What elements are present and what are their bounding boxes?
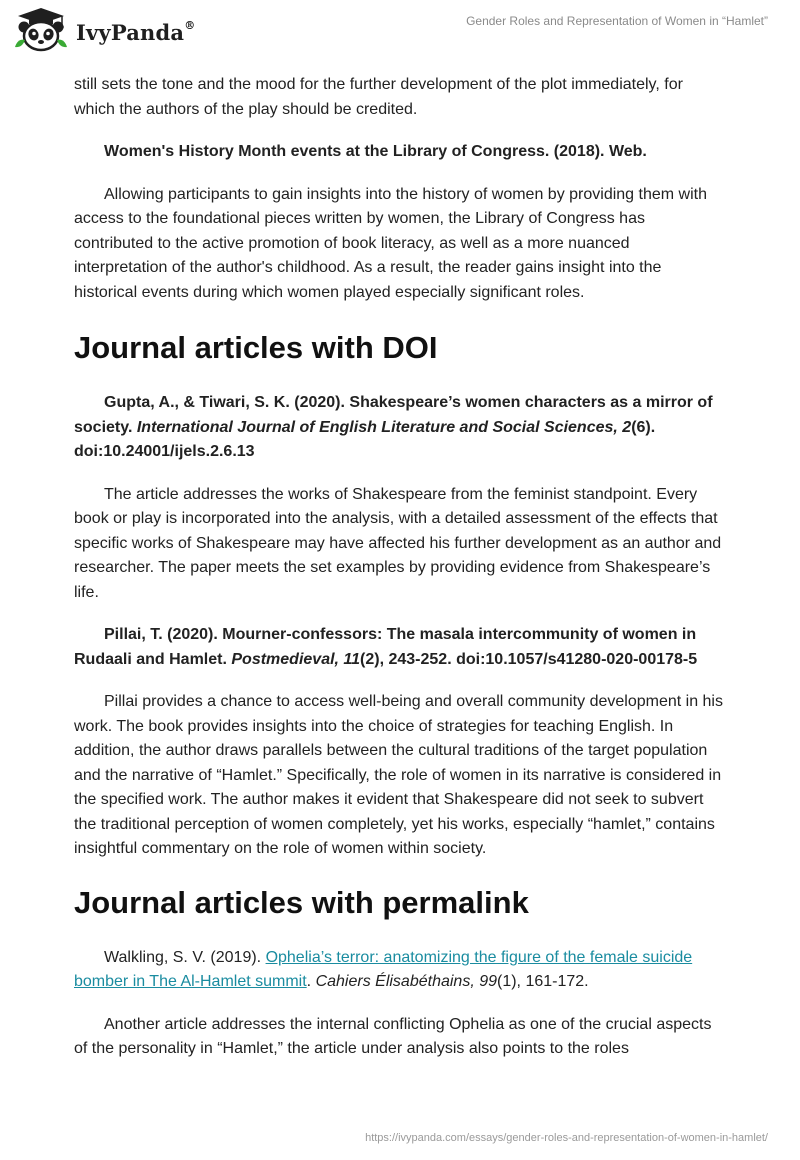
logo-text: IvyPanda® xyxy=(76,18,196,45)
paragraph-library-of-congress: Allowing participants to gain insights into the history of women by providing them with access to the foundational pieces written by women, the Library of Congress has contributed to the active promotion of book literacy, as well as a more nuanced interpretation of the author's childhood. As a result, the reader gains insight into the historical events during which women played especially significant roles. xyxy=(74,185,707,301)
reference-walkling-link[interactable]: Ophelia’s terror: anatomizing the figure of the female suicide bomber in The Al-Hamlet summit xyxy=(74,948,693,990)
heading-journal-articles-permalink: Journal articles with permalink xyxy=(74,884,529,920)
page-header xyxy=(0,0,800,60)
ivypanda-logo[interactable] xyxy=(12,7,195,53)
essay-body xyxy=(74,73,726,1062)
heading-journal-articles-doi: Journal articles with DOI xyxy=(74,330,438,365)
reference-pillai-details: (2), 243-252. doi:10.1057/s41280-020-00178-5 xyxy=(360,650,698,668)
paragraph-pillai: Pillai provides a chance to access well-being and overall community development in his work. The book provides insights into the choice of strategies for teaching English. In addition, the author draws parallels between the cultural traditions of the target population and the narrative of “Hamlet.” Specifically, the role of women in its narrative is considered in the specified work. The author makes it evident that Shakespeare did not seek to subvert the traditional perception of women completely, yet his works, especially “hamlet,” contains insightful commentary on the role of women within society. xyxy=(74,693,723,857)
reference-pillai-title: Pillai, T. (2020). Mourner-confessors: The masala intercommunity of women in Rudaali and Hamlet. xyxy=(74,626,697,668)
reference-library-of-congress: Women's History Month events at the Library of Congress. (2018). Web. xyxy=(104,143,647,160)
reference-walkling-details: (1), 161-172. xyxy=(497,973,589,990)
reference-walkling-authors: Walkling, S. V. (2019). xyxy=(104,948,266,966)
reference-gupta xyxy=(74,391,726,465)
paragraph-walkling: Another article addresses the internal conflicting Ophelia as one of the crucial aspects of the personality in “Hamlet,” the article under analysis also points to the roles xyxy=(74,1015,712,1057)
reference-pillai-journal: Postmedieval, 11 xyxy=(231,650,361,668)
footer-url[interactable]: https://ivypanda.com/essays/gender-roles-and-representation-of-women-in-hamlet/ xyxy=(365,1132,768,1144)
panda-graduate-icon xyxy=(12,7,70,53)
paragraph-continued: still sets the tone and the mood for the further development of the plot immediately, for which the authors of the play should be credited. xyxy=(74,76,683,118)
reference-walkling-separator: . xyxy=(306,973,316,990)
reference-walkling xyxy=(74,946,726,995)
reference-walkling-journal: Cahiers Élisabéthains, 99 xyxy=(315,973,497,990)
reference-gupta-journal: International Journal of English Literature and Social Sciences, 2 xyxy=(136,418,632,436)
document-title: Gender Roles and Representation of Women in “Hamlet” xyxy=(466,14,768,28)
reference-gupta-title: Gupta, A., & Tiwari, S. K. (2020). Shakespeare’s women characters as a mirror of society. xyxy=(74,394,713,436)
reference-pillai xyxy=(74,623,726,672)
reference-gupta-details: (6). doi:10.24001/ijels.2.6.13 xyxy=(74,418,656,460)
paragraph-gupta: The article addresses the works of Shakespeare from the feminist standpoint. Every book or play is incorporated into the analysis, with a detailed assessment of the effects that specific works of Shakespeare may have affected his further development as an author and researcher. The paper meets the set examples by providing evidence from Shakespeare’s life. xyxy=(74,485,722,601)
